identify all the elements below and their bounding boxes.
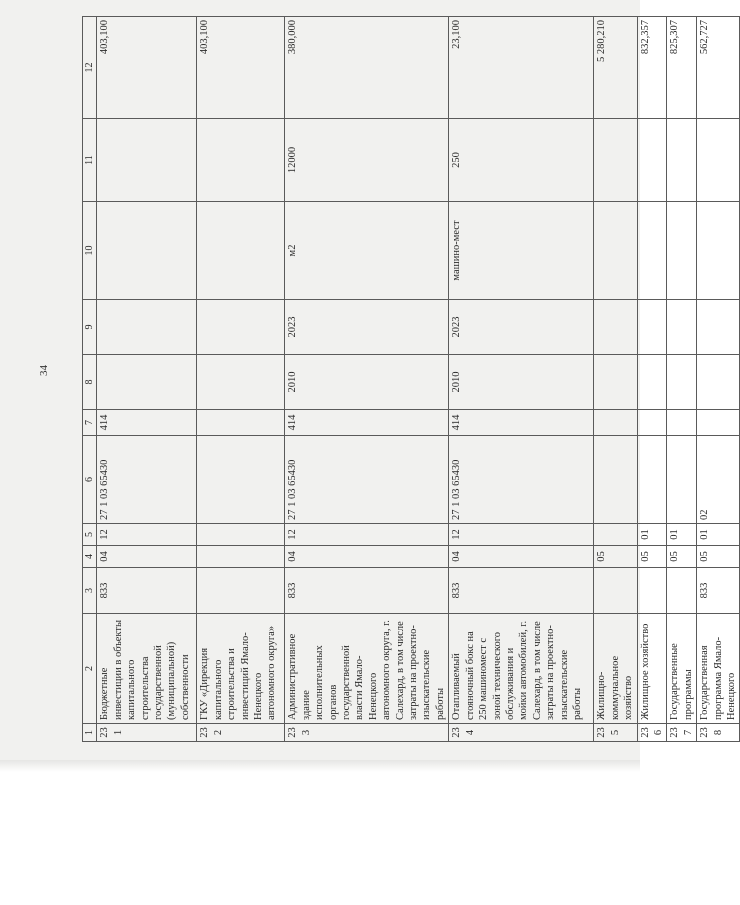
cell-col-1: 234 (449, 724, 594, 742)
cell-col-9 (697, 300, 740, 355)
cell-col-3 (594, 568, 637, 614)
cell-col-1: 236 (637, 724, 667, 742)
cell-col-9 (667, 300, 697, 355)
cell-col-4: 04 (97, 546, 197, 568)
table-row (637, 17, 667, 742)
cell-col-9 (594, 300, 637, 355)
cell-col-10 (197, 202, 285, 300)
cell-col-9 (97, 300, 197, 355)
cell-col-8: 2010 (285, 355, 449, 410)
cell-col-5: 01 (667, 524, 697, 546)
cell-col-9 (637, 300, 667, 355)
cell-col-11: 250 (449, 119, 594, 202)
cell-col-12: 832,357 (637, 17, 667, 119)
cell-col-12: 403,100 (197, 17, 285, 119)
cell-col-9 (197, 300, 285, 355)
budget-table-rotated (82, 17, 737, 742)
cell-col-12: 5 280,210 (594, 17, 637, 119)
cell-col-9: 2023 (285, 300, 449, 355)
cell-col-5: 12 (97, 524, 197, 546)
cell-col-10 (97, 202, 197, 300)
cell-col-8 (667, 355, 697, 410)
page-number: 34 (38, 365, 50, 376)
header-cell: 11 (83, 119, 97, 202)
cell-col-4: 05 (667, 546, 697, 568)
cell-col-10 (697, 202, 740, 300)
cell-col-7: 414 (449, 410, 594, 436)
cell-col-4: 05 (697, 546, 740, 568)
header-cell: 4 (83, 546, 97, 568)
cell-col-3 (637, 568, 667, 614)
cell-col-11: 12000 (285, 119, 449, 202)
cell-col-7 (594, 410, 637, 436)
table-row (697, 17, 740, 742)
cell-col-6 (637, 436, 667, 524)
cell-col-3: 833 (285, 568, 449, 614)
cell-col-10 (667, 202, 697, 300)
header-cell: 9 (83, 300, 97, 355)
cell-col-12: 23,100 (449, 17, 594, 119)
cell-col-6 (197, 436, 285, 524)
cell-col-11 (197, 119, 285, 202)
scan-edge (0, 760, 640, 772)
cell-col-2: Бюджетные инвестиции в объекты капитального строительства государственной (муниципальной) собственности (97, 614, 197, 724)
cell-col-10 (637, 202, 667, 300)
cell-col-1: 233 (285, 724, 449, 742)
table-row (197, 17, 285, 742)
cell-col-8 (97, 355, 197, 410)
cell-col-4: 04 (285, 546, 449, 568)
cell-col-1: 238 (697, 724, 740, 742)
cell-col-7 (197, 410, 285, 436)
cell-col-4: 05 (594, 546, 637, 568)
cell-col-3 (667, 568, 697, 614)
cell-col-7 (667, 410, 697, 436)
cell-col-8 (594, 355, 637, 410)
cell-col-7: 414 (97, 410, 197, 436)
cell-col-3 (197, 568, 285, 614)
cell-col-1: 232 (197, 724, 285, 742)
cell-col-6: 27 1 03 65430 (285, 436, 449, 524)
cell-col-7 (697, 410, 740, 436)
cell-col-10: машино-мест (449, 202, 594, 300)
cell-col-11 (697, 119, 740, 202)
table-body (83, 17, 740, 742)
cell-col-2: Жилищное хозяйство (637, 614, 667, 724)
cell-col-11 (594, 119, 637, 202)
cell-col-6: 27 1 03 65430 (97, 436, 197, 524)
cell-col-6 (667, 436, 697, 524)
cell-col-10 (594, 202, 637, 300)
cell-col-3: 833 (97, 568, 197, 614)
cell-col-10: м2 (285, 202, 449, 300)
cell-col-6 (594, 436, 637, 524)
cell-col-12: 403,100 (97, 17, 197, 119)
cell-col-5: 12 (285, 524, 449, 546)
cell-col-2: Отапливаемый стояночный бокс на 250 машиномест с зоной технического обслуживания и мойки автомобилей, г. Салехард, в том числе затраты на проектно-изыскательские работы (449, 614, 594, 724)
cell-col-5: 01 (697, 524, 740, 546)
cell-col-11 (637, 119, 667, 202)
table-row (97, 17, 197, 742)
header-cell: 1 (83, 724, 97, 742)
cell-col-4: 05 (637, 546, 667, 568)
cell-col-12: 825,307 (667, 17, 697, 119)
cell-col-8 (697, 355, 740, 410)
cell-col-1: 237 (667, 724, 697, 742)
cell-col-2: Жилищно-коммунальное хозяйство (594, 614, 637, 724)
cell-col-5 (594, 524, 637, 546)
table-row (285, 17, 449, 742)
cell-col-2: Административное здание исполнительных органов государственной власти Ямало-Ненецкого автономного округа, г. Салехард, в том числе затраты на проектно-изыскательские работы (285, 614, 449, 724)
cell-col-2: Государственная программа Ямало-Ненецкого (697, 614, 740, 724)
table-row (449, 17, 594, 742)
cell-col-3: 833 (697, 568, 740, 614)
cell-col-2: Государственные программы (667, 614, 697, 724)
header-cell: 7 (83, 410, 97, 436)
header-cell: 12 (83, 17, 97, 119)
cell-col-4: 04 (449, 546, 594, 568)
cell-col-9: 2023 (449, 300, 594, 355)
cell-col-6: 02 (697, 436, 740, 524)
cell-col-1: 235 (594, 724, 637, 742)
cell-col-4 (197, 546, 285, 568)
cell-col-1: 231 (97, 724, 197, 742)
cell-col-7 (637, 410, 667, 436)
cell-col-6: 27 1 03 65430 (449, 436, 594, 524)
header-cell: 3 (83, 568, 97, 614)
cell-col-11 (667, 119, 697, 202)
cell-col-11 (97, 119, 197, 202)
table-row (594, 17, 637, 742)
cell-col-8: 2010 (449, 355, 594, 410)
cell-col-7: 414 (285, 410, 449, 436)
cell-col-8 (637, 355, 667, 410)
budget-table (82, 16, 740, 742)
header-cell: 6 (83, 436, 97, 524)
cell-col-2: ГКУ «Дирекция капитального строительства и инвестиций Ямало-Ненецкого автономного округа» (197, 614, 285, 724)
cell-col-12: 380,000 (285, 17, 449, 119)
table-row (667, 17, 697, 742)
cell-col-8 (197, 355, 285, 410)
header-cell: 8 (83, 355, 97, 410)
cell-col-5 (197, 524, 285, 546)
cell-col-3: 833 (449, 568, 594, 614)
header-row (83, 17, 97, 742)
header-cell: 5 (83, 524, 97, 546)
header-cell: 2 (83, 614, 97, 724)
cell-col-5: 12 (449, 524, 594, 546)
cell-col-12: 562,727 (697, 17, 740, 119)
cell-col-5: 01 (637, 524, 667, 546)
header-cell: 10 (83, 202, 97, 300)
